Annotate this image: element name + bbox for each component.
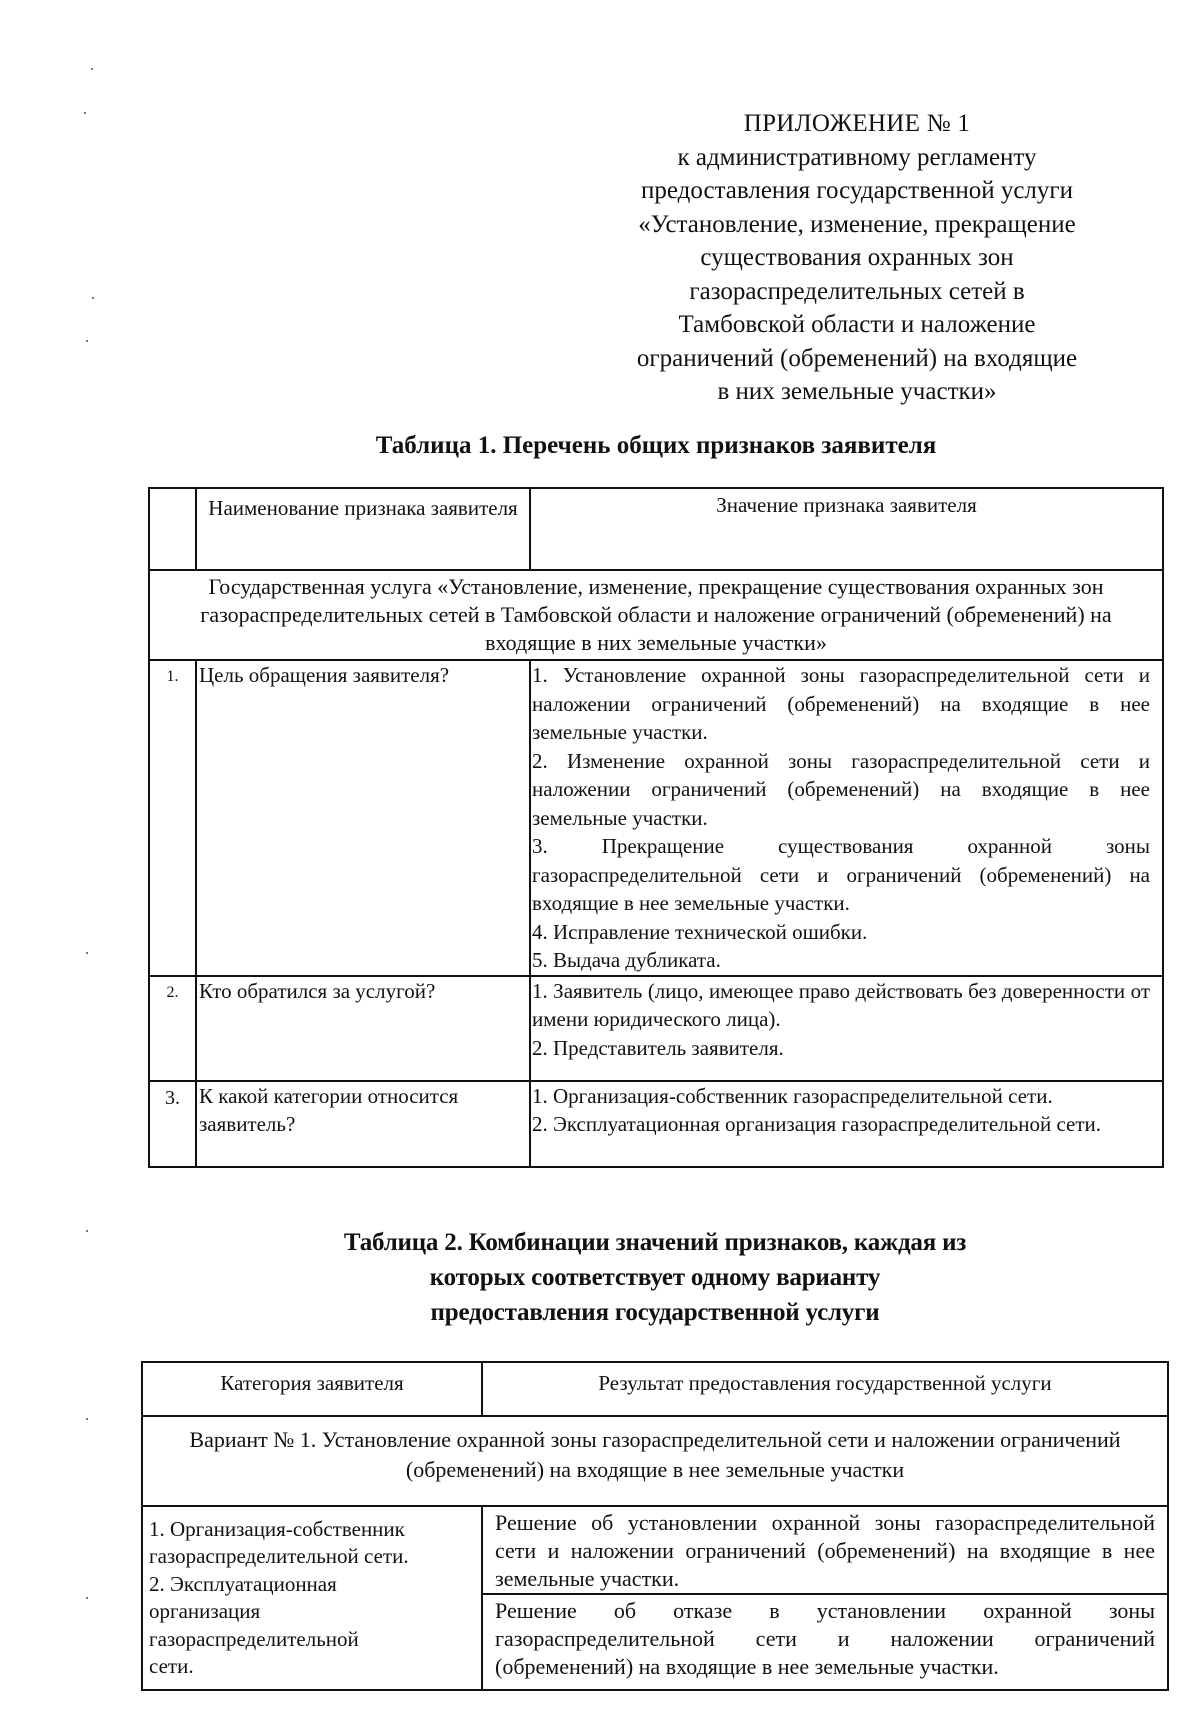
scan-speck xyxy=(86,340,88,342)
row-values xyxy=(530,1081,1163,1167)
value-item: 4. Исправление технической ошибки. xyxy=(532,919,868,944)
header-number-cell xyxy=(149,488,196,570)
row-number: 2. xyxy=(149,976,196,1081)
appendix-line: в них земельные участки» xyxy=(717,378,997,405)
row-name: Цель обращения заявителя? xyxy=(196,660,530,976)
scan-speck xyxy=(91,68,93,70)
appendix-line: существования охранных зон xyxy=(700,244,1014,271)
header-category-cell: Категория заявителя xyxy=(142,1362,482,1416)
header-value-cell: Значение признака заявителя xyxy=(530,488,1163,570)
table1-header-row xyxy=(149,488,1163,570)
value-item: 3. Прекращение существования охранной зоны газораспределительной сети и ограничений (обременений) на входящие в нее земельные участки. xyxy=(532,834,1150,915)
row-name: Кто обратился за услугой? xyxy=(196,976,530,1081)
header-result-cell: Результат предоставления государственной услуги xyxy=(482,1362,1168,1416)
row-values xyxy=(530,660,1163,976)
category-cell xyxy=(142,1506,482,1690)
value-item: 2. Изменение охранной зоны газораспределительной сети и наложении ограничений (обременений) на входящие в нее земельные участки. xyxy=(532,748,1150,830)
service-title: Государственная услуга «Установление, изменение, прекращение существования охранных зон газораспределительных сетей в Тамбовской области и наложение ограничений (обременений) на входящие в них земельные участки» xyxy=(149,570,1163,660)
scan-speck xyxy=(86,1597,88,1599)
appendix-line: предоставления государственной услуги xyxy=(640,177,1074,204)
scan-speck xyxy=(92,297,94,299)
value-item: 1. Заявитель (лицо, имеющее право действовать без доверенности от имени юридического лица). xyxy=(532,978,1150,1031)
category-item: 1. Организация-собственник газораспределительной сети. xyxy=(149,1516,409,1568)
appendix-line: газораспределительных сетей в xyxy=(689,277,1025,305)
appendix-title: ПРИЛОЖЕНИЕ № 1 xyxy=(743,110,971,137)
appendix-line: ограничений (обременений) на входящие xyxy=(636,344,1078,372)
table-row xyxy=(149,660,1163,976)
table-row xyxy=(149,976,1163,1081)
header-name-cell: Наименование признака заявителя xyxy=(196,488,530,570)
scan-speck xyxy=(86,1230,88,1232)
result-cell: Решение об установлении охранной зоны газораспределительной сети и наложении ограничений (обременений) на входящие в нее земельные участки. xyxy=(482,1506,1168,1594)
result-cell: Решение об отказе в установлении охранной зоны газораспределительной сети и наложении ограничений (обременений) на входящие в нее земельные участки. xyxy=(482,1594,1168,1690)
scan-speck xyxy=(86,1418,88,1420)
row-number: 1. xyxy=(149,660,196,976)
table1-caption: Таблица 1. Перечень общих признаков заявителя xyxy=(375,432,937,459)
row-number: 3. xyxy=(149,1081,196,1167)
service-row xyxy=(149,570,1163,660)
table1-applicant-attributes xyxy=(148,487,1164,1168)
category-item: 2. Эксплуатационная организация газораспределительной сети. xyxy=(149,1571,359,1678)
variant-row xyxy=(142,1416,1168,1506)
appendix-line: к административному регламенту xyxy=(677,143,1037,171)
value-item: 1. Установление охранной зоны газораспределительной сети и наложении ограничений (обременений) на входящие в нее земельные участки. xyxy=(532,663,1150,744)
row-name: К какой категории относится заявитель? xyxy=(196,1081,530,1167)
table-row xyxy=(142,1506,1168,1594)
scan-speck xyxy=(84,112,86,114)
table2-header-row xyxy=(142,1362,1168,1416)
variant-title: Вариант № 1. Установление охранной зоны газораспределительной сети и наложении ограничений (обременений) на входящие в нее земельные участки xyxy=(142,1416,1168,1506)
value-item: 5. Выдача дубликата. xyxy=(532,948,721,972)
table-row xyxy=(149,1081,1163,1167)
row-values xyxy=(530,976,1163,1081)
appendix-header xyxy=(586,107,1128,409)
value-item: 1. Организация-собственник газораспределительной сети. xyxy=(532,1083,1053,1108)
value-item: 2. Эксплуатационная организация газораспределительной сети. xyxy=(532,1112,1102,1136)
appendix-line: «Установление, изменение, прекращение xyxy=(638,210,1076,238)
table2-caption: Таблица 2. Комбинации значений признаков, каждая из которых соответствует одному варианту предоставления государственной услуги xyxy=(343,1229,967,1326)
value-item: 2. Представитель заявителя. xyxy=(532,1035,784,1060)
scan-speck xyxy=(86,952,88,954)
table2-variant-combinations xyxy=(141,1361,1169,1691)
appendix-line: Тамбовской области и наложение xyxy=(678,311,1036,338)
